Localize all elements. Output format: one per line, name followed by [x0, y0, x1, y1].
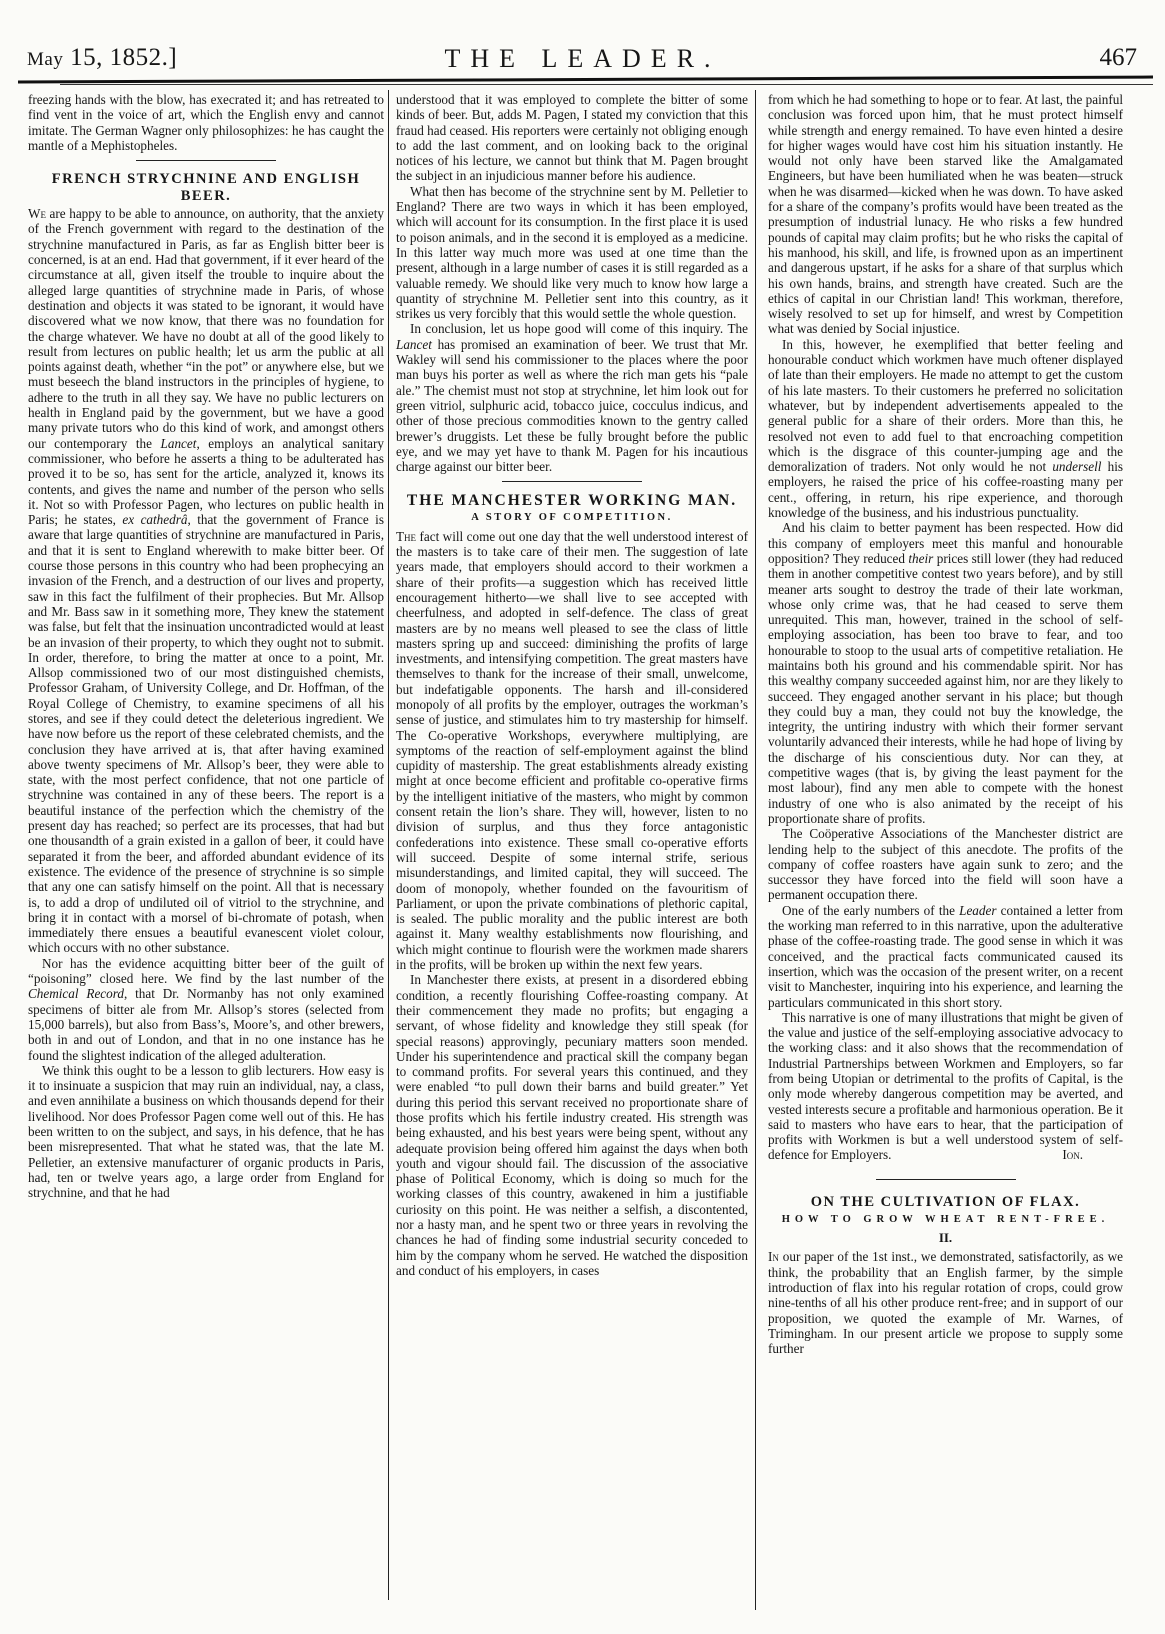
- section-divider: [876, 1179, 1016, 1180]
- page-number: 467: [1099, 44, 1137, 71]
- article-paragraph: We think this ought to be a lesson to glib lecturers. How easy is it to insinuate a suspicion that may ruin an individual, nay, a class, and even annihilate a business on which thousands depend for their livelihood. Nor does Professor Pagen come well out of this. He has been written to on the subject, and says, in his defence, that he has been misrepresented. That what he stated was, that the late M. Pelletier, an extensive manufacturer of organic products in Paris, had, ten or twelve years ago, a large order from England for strychnine, and that he had: [28, 1062, 384, 1201]
- latin-phrase: ex cathedrâ: [122, 512, 188, 528]
- section-divider: [502, 481, 642, 482]
- column-3: [768, 92, 1123, 1356]
- issue-date-rest: 15, 1852.]: [63, 44, 178, 71]
- publication-name: Lancet: [396, 336, 432, 352]
- article-paragraph: This narrative is one of many illustrations that might be given of the value and justice of the self-employing associative advocacy to the working class: and it also shows that the recommendation of Industrial Partnerships between Workmen and Employers, so far from being Utopian or detrimental to the profits of Capital, is the only mode whereby dangerous competition may be averted, and vested interests secure a profitable and harmonious operation. Be it said to masters who have ears to hear, that the participation of profits with Workmen is but a well understood system of self-defence for Employers.: [768, 1009, 1123, 1163]
- newspaper-title: THE LEADER.: [444, 44, 721, 73]
- lead-word: The: [396, 528, 417, 544]
- column-divider-2: [755, 90, 756, 1610]
- article-paragraph: Nor has the evidence acquitting bitter beer of the guilt of “poisoning” closed here. We find by the last number of the Chemical Record, that Dr. Normanby has not only examined specimens of bitter ale from Mr. Allsop’s stores (selected from 15,000 barrels), but also from Bass’s, Moore’s, and other brewers, both in and out of London, and that in no one instance has he found the slightest indication of the alleged adulteration.: [28, 955, 384, 1063]
- masthead-rule-thick: [18, 76, 1153, 84]
- article-headline-manchester: THE MANCHESTER WORKING MAN.: [406, 492, 738, 510]
- masthead-rule-thin: [60, 84, 1153, 85]
- column-1: [28, 92, 384, 1200]
- article-paragraph: And his claim to better payment has been respected. How did this company of employers meet this manful and honourable opposition? They reduced their prices still lower (they had reduced them in another competitive contest two years before), and by still meaner arts sought to destroy the trade of their late workman, whose only crime was, that he had ceased to serve them unrequited. This man, however, trained in the school of self-employing association, has been too brave to fear, and too honourable to stoop to the usual arts of competitive retaliation. He maintains both his ground and his commendable spirit. Nor has this wealthy company succeeded against him, nor are they likely to succeed. They engaged another servant in his place; but though they could buy a man, they could not buy the knowledge, the integrity, the untiring industry with which their former servant voluntarily advanced their interests, while he had hope of living by the discharge of his conscientious duty. Nor can they, at competitive wages (that is, by giving the least payment for the most labour), find any men able to compete with the honest industry of one who is also animated by the receipt of his proportionate share of profits.: [768, 520, 1123, 826]
- publication-name: Leader: [959, 902, 997, 918]
- article-paragraph: In our paper of the 1st inst., we demonstrated, satisfactorily, as we think, the probability that an English farmer, by the simple introduction of flax into his regular rotation of crops, could grow nine-tenths of all his other produce rent-free; and in support of our proposition, we quoted the example of Mr. Warnes, of Trimingham. In our present article we propose to supply some further: [768, 1249, 1123, 1357]
- masthead: [0, 0, 1165, 92]
- article-paragraph: One of the early numbers of the Leader contained a letter from the working man referred to in this narrative, upon the adulterative phase of the coffee-roasting trade. The good sense in which it was conceived, and the practical facts communicated caused its insertion, which was the occasion of the present writer, on a recent visit to Manchester, inquiring into his experience, and learning the particulars communicated in this short story.: [768, 902, 1123, 1010]
- issue-date-month: May: [27, 49, 64, 70]
- column-divider-1: [388, 90, 389, 1600]
- article-headline-strychnine: FRENCH STRYCHNINE AND ENGLISH BEER.: [51, 171, 361, 205]
- article-headline-flax: ON THE CULTIVATION OF FLAX.: [810, 1193, 1081, 1210]
- author-signature: Ion.: [1062, 1147, 1083, 1163]
- emphasis: undersell: [1052, 459, 1102, 475]
- continued-paragraph: understood that it was employed to complete the bitter of some kinds of beer. But, adds M. Pagen, I stated my conviction that this fraud had ceased. His reporters were certainly not obliging enough to add the last comment, and on looking back to the original notices of his lecture, we cannot but think that M. Pagen brought the subject in an injudicious manner before his audience.: [396, 92, 748, 184]
- publication-name: Lancet: [160, 435, 197, 451]
- lead-word: We: [28, 206, 46, 222]
- article-paragraph: In Manchester there exists, at present in a disordered ebbing condition, a recently flourishing Coffee-roasting company. At their commencement they made no profits; but engaging a servant, of whose fidelity and knowledge they still speak (for special reasons) approvingly, pecuniary matters soon mended. Under his superintendence and practical skill the company began to command profits. For several years this continued, and they were enabled “to pull down their barns and build greater.” Yet during this period this servant received no proportionate share of those profits which his fertile industry created. His strength was being exhausted, and his best years were being spent, without any adequate provision being offered him against the days when both youth and vigour should fail. The discussion of the associative phase of Political Economy, which is doing so much for the working classes of this country, awakened in him a justifiable curiosity on this point. He was neither a selfish, a discontented, nor a hasty man, and he spent two or three years in revolving the chances he had of finding some industrial security conceded to him by the company whom he served. He watched the disposition and conduct of his employers, in cases: [396, 972, 748, 1278]
- article-part-number: II.: [938, 1230, 953, 1246]
- publication-name: Chemical Record: [28, 986, 124, 1002]
- lead-word: In: [768, 1249, 779, 1265]
- continued-paragraph: freezing hands with the blow, has execrated it; and has retreated to find vent in the voice of art, which the English envy and cannot imitate. The German Wagner only philosophizes: he has caught the mantle of a Mephistopheles.: [28, 92, 384, 153]
- article-subhead: A STORY OF COMPETITION.: [471, 512, 673, 524]
- continued-paragraph: from which he had something to hope or to fear. At last, the painful conclusion was forced upon him, that he must protect himself while strength and energy remained. To have even hinted a desire for higher wages would have cost him his situation instantly. He would not only have been starved like the Amalgamated Engineers, but have been humiliated when he was beaten—struck when he was disarmed—kicked when he was down. To have asked for a share of the company’s profits would have been treated as the presumption of industrial lunacy. He who risks a few hundred pounds of capital may claim profits; but he who risks the capital of his manhood, his skill, and life, is frowned upon as an impertinent and dangerous upstart, if he asks for a share of that surplus which his own hands, brains, and strength have created. Such are the ethics of capital in our Christian land! This workman, therefore, wisely resolved to set up for himself, and wrest by Competition what was denied by Social injustice.: [768, 92, 1123, 337]
- article-subhead: HOW TO GROW WHEAT RENT-FREE.: [781, 1213, 1110, 1225]
- article-paragraph: The Coöperative Associations of the Manchester district are lending help to the subject of this anecdote. The profits of the company of coffee roasters have again sunk to zero; and the successor they have forced into the field will soon have a permanent occupation there.: [768, 826, 1123, 903]
- column-2: [396, 92, 748, 1278]
- article-paragraph: In this, however, he exemplified that better feeling and honourable conduct which workmen have much oftener displayed of late than their employers. He made no attempt to get the custom of his late masters. To their customers he preferred no solicitation whatever, but by independent advertisements appealed to the general public for a share of their orders. More than this, he resolved not even to add fuel to that encroaching competition which is the disgrace of this counter-jumping age and the demoralization of traders. Not only would he not undersell his employers, he raised the price of his coffee-roasting many per cent., offering, in return, his ripe experience, and thorough knowledge of the business, and his industrious punctuality.: [768, 336, 1124, 521]
- article-paragraph: The fact will come out one day that the well understood interest of the masters is to take care of their men. The suggestion of late years made, that employers should accord to their workmen a share of their profits—a suggestion which has received little encouragement hitherto—we shall live to see accepted with cheerfulness, and adopted in self-defence. The class of great masters are by no means well pleased to see the class of little masters spring up and succeed: diminishing the profits of large investments, and intensifying competition. The great masters have themselves to thank for the increase of their small, unwelcome, but indefatigable opponents. The harsh and ill-considered monopoly of all profits by the employer, outrages the workman’s sense of justice, and stimulates him to try mastership for himself. The Co-operative Workshops, everywhere multiplying, are symptoms of the reaction of self-employment against the blind cupidity of mastership. The great establishments already existing might at once become efficient and profitable co-operative firms by the intelligent initiative of the masters, who might by common consent retain the lion’s share. They will, however, listen to no division of surplus, and thus they force antagonistic confederations into existence. These small co-operative efforts will succeed. Despite of some internal strife, serious misunderstandings, and limited capital, they will succeed. The doom of monopoly, whether founded on the favouritism of Parliament, or upon the private combinations of plethoric capital, is sealed. The public morality and the public interest are both against it. Many wealthy establishments now flourishing, and which might continue to flourish were the workmen made sharers in the profits, will be broken up within the next few years.: [396, 528, 748, 973]
- emphasis: their: [908, 550, 934, 566]
- section-divider: [136, 160, 276, 161]
- article-paragraph: What then has become of the strychnine sent by M. Pelletier to England? There are two ways in which it has been employed, which will account for its consumption. In the first place it is used to poison animals, and in the second it is employed as a medicine. In this latter way much more was used at one time than the present, although in a large number of cases it is still regarded as a valuable remedy. We should like very much to know how large a quantity of strychnine M. Pelletier sent into this country, as it strikes us very forcibly that this would settle the whole question.: [396, 183, 748, 322]
- article-paragraph: We are happy to be able to announce, on authority, that the anxiety of the French government with regard to the destination of the strychnine manufactured in Paris, as far as English bitter beer is concerned, is at an end. Had that government, if it ever heard of the circumstance at all, given itself the trouble to inquire about the alleged large quantities of strychnine made in Paris, of whose destination and objects it was stated to be ignorant, it would have discovered what we now know, that there was no foundation for the charge whatever. We have no doubt at all of the good likely to result from lectures on public health; let us arm the public at all points against death, whether “in the pot” or anywhere else, but we must beseech the bland instructors in the principles of hygiene, to adhere to the truth in all they say. We have no public lecturers on health in England paid by the government, but we have a good many private tutors who do this kind of work, and amongst others our contemporary the Lancet, employs an analytical sanitary commissioner, who before he asserts a thing to be adulterated has proved it to be so, has sent for the article, analyzed it, knows its contents, and gives the name and number of the person who sells it. Not so with Professor Pagen, who lectures on public health in Paris; he states, ex cathedrâ, that the government of France is aware that large quantities of strychnine are manufactured in Paris, and that it is sent to England wherewith to make bitter beer. Of course those persons in this country who had been prophecying an invasion of the French, and a destruction of our lives and property, saw in this fact the fulfilment of their prophecies. But Mr. Allsop and Mr. Bass saw in it something more, They knew the statement was false, but felt that the insinuation uncontradicted would at least be an invasion of their property, to which they ought not to submit. In order, therefore, to bring the matter at once to a point, Mr. Allsop commissioned two of our most distinguished chemists, Professor Graham, of University College, and Dr. Hoffman, of the Royal College of Chemistry, to examine specimens of all his stores, and see if they could detect the deleterious ingredient. We have now before us the report of these celebrated chemists, and the conclusion they have arrived at is, that after having examined above twenty specimens of Mr. Allsop’s beer, they were able to state, with the most perfect confidence, that not one particle of strychnine was contained in any of these beers. The report is a beautiful instance of the perfection which the chemistry of the present day has reached; so perfect are its processes, that had but one thousandth of a grain existed in a gallon of beer, it could have separated it from the beer, and afforded abundant evidence of its existence. The evidence of the presence of strychnine is so simple that any one can satisfy himself on the point. All that is necessary is, to add a drop of undiluted oil of vitriol to the strychnine, and bring it in contact with a morsel of bi-chromate of potash, when immediately there ensues a beautiful evanescent violet colour, which occurs with no other substance.: [28, 206, 384, 956]
- article-paragraph: In conclusion, let us hope good will come of this inquiry. The Lancet has promised an examination of beer. We trust that Mr. Wakley will send his commissioner to the places where the poor man buys his porter as well as where the rich man gets his “pale ale.” The chemist must not stop at strychnine, let him look out for green vitriol, sulphuric acid, tobacco juice, cocculus indicus, and other of those precious commodities known to the gentry called brewer’s druggists. Let these be fully brought before the public eye, and we may yet have to thank M. Pagen for his incautious charge against our bitter beer.: [396, 321, 748, 475]
